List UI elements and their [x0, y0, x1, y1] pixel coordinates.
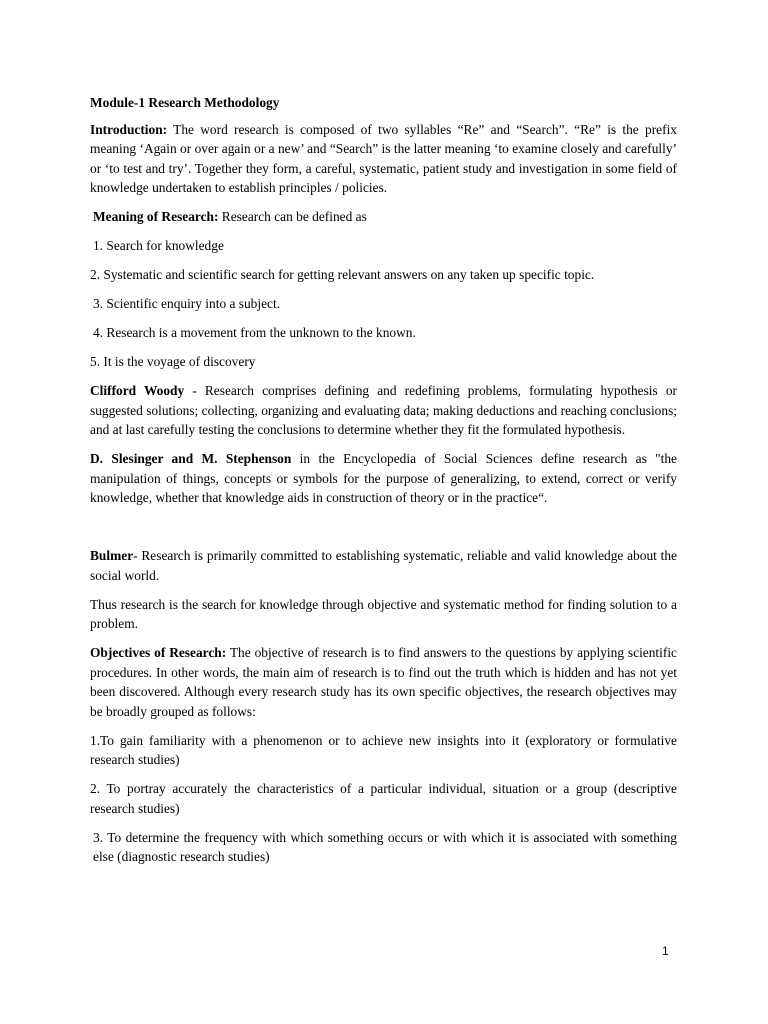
blank-spacer — [90, 517, 677, 546]
document-title: Module-1 Research Methodology — [90, 95, 280, 110]
slesinger-text: in the Encyclopedia of Social Sciences define research as "the manipulation of things, concepts or symbols for the purpose of generalizing, to extend, correct or verify knowledge, whether that knowledge aids in construction of theory or in the practice“. — [90, 451, 677, 505]
meaning-item-4: 4. Research is a movement from the unknown to the known. — [93, 325, 416, 340]
bulmer-definition — [90, 546, 677, 585]
objectives-text: The objective of research is to find answers to the questions by applying scientific procedures. In other words, the main aim of research is to find out the truth which is hidden and has not yet been discovered. Although every research study has its own specific objectives, the research objectives may be broadly grouped as follows: — [90, 645, 677, 719]
document-page — [90, 93, 677, 876]
introduction-label: Introduction: — [90, 121, 168, 137]
woody-definition — [90, 381, 677, 440]
bulmer-label: Bulmer — [90, 548, 134, 563]
objective-item-1: 1.To gain familiarity with a phenomenon or to achieve new insights into it (exploratory or formulative research studies) — [90, 732, 677, 767]
meaning-item-2: 2. Systematic and scientific search for getting relevant answers on any taken up specific topic. — [90, 267, 595, 282]
objectives-label: Objectives of Research: — [90, 645, 227, 660]
objective-item-2: 2. To portray accurately the characteristics of a particular individual, situation or a group (descriptive research studies) — [90, 781, 677, 816]
meaning-item-3: 3. Scientific enquiry into a subject. — [93, 296, 281, 311]
meaning-item-5: 5. It is the voyage of discovery — [90, 354, 256, 369]
woody-text: - Research comprises defining and redefining problems, formulating hypothesis or suggested solutions; collecting, organizing and evaluating data; making deductions and reaching conclusions; and at last carefully testing the conclusions to determine whether they fit the formulated hypothesis. — [90, 383, 677, 437]
meaning-text: Research can be defined as — [218, 209, 367, 224]
meaning-label: Meaning of Research: — [93, 209, 219, 224]
introduction-text: The word research is composed of two syllables “Re” and “Search”. “Re” is the prefix meaning ‘Again or over again or a new’ and “Search” is the latter meaning ‘to examine closely and carefully’ or ‘to test and try’. Together they form, a careful, systematic, patient study and investigation in some field of knowledge undertaken to establish principles / policies. — [90, 121, 677, 195]
page-number: 1 — [662, 944, 669, 958]
meaning-paragraph — [90, 207, 677, 227]
introduction-paragraph — [90, 120, 677, 198]
thus-paragraph: Thus research is the search for knowledge through objective and systematic method for finding solution to a problem. — [90, 596, 677, 631]
slesinger-label: D. Slesinger and M. Stephenson — [90, 451, 292, 466]
objective-item-3: 3. To determine the frequency with which something occurs or with which it is associated with something else (diagnostic research studies) — [93, 829, 677, 864]
bulmer-text: - Research is primarily committed to establishing systematic, reliable and valid knowledge about the social world. — [90, 548, 677, 583]
woody-label: Clifford Woody — [90, 383, 185, 398]
meaning-item-1: 1. Search for knowledge — [93, 238, 224, 253]
slesinger-definition — [90, 449, 677, 508]
objectives-paragraph — [90, 643, 677, 721]
